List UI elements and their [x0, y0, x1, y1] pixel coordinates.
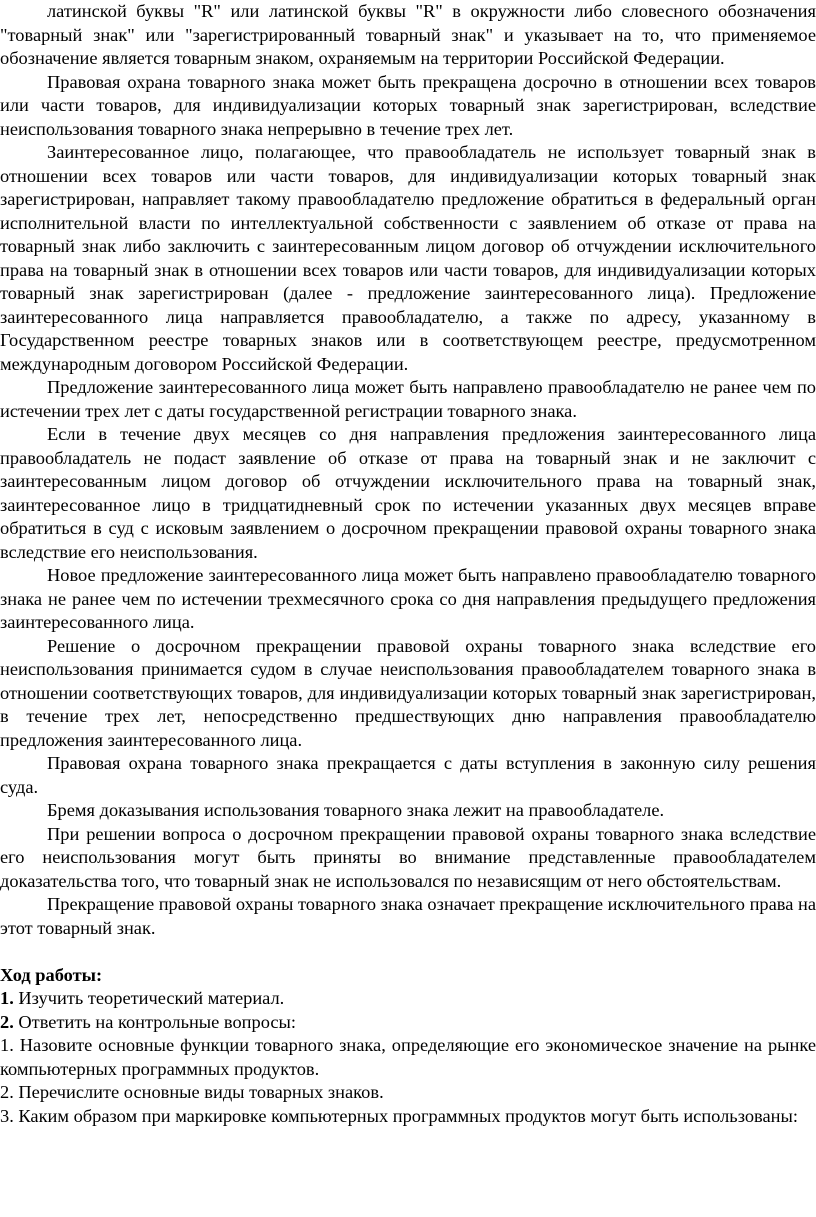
paragraph-1: латинской буквы "R" или латинской буквы "R" в окружности либо словесного обозначения "товарный знак" или "зарегистрированный товарный знак" и указывает на то, что применяемое обозначение является товарным знаком, охраняемым на территории Российской Федерации.	[0, 1, 816, 68]
section-gap	[0, 940, 816, 964]
step-text: Изучить теоретический материал.	[13, 988, 285, 1008]
workflow-step-1	[0, 987, 816, 1011]
control-question-1: 1. Назовите основные функции товарного знака, определяющие его экономическое значение на рынке компьютерных программных продуктов.	[0, 1035, 816, 1079]
control-question-3: 3. Каким образом при маркировке компьютерных программных продуктов могут быть использованы:	[0, 1105, 798, 1126]
paragraph-6: Новое предложение заинтересованного лица может быть направлено правообладателю товарного знака не ранее чем по истечении трехмесячного срока со дня направления предыдущего предложения заинтересованного лица.	[0, 565, 816, 632]
paragraph-2: Правовая охрана товарного знака может быть прекращена досрочно в отношении всех товаров или части товаров, для индивидуализации которых товарный знак зарегистрирован, вследствие неиспользования товарного знака непрерывно в течение трех лет.	[0, 71, 816, 139]
paragraph-5: Если в течение двух месяцев со дня направления предложения заинтересованного лица правообладатель не подаст заявление об отказе от права на товарный знак и не заключит с заинтересованным лицом договор об отчуждении исключительного права на товарный знак, заинтересованное лицо в тридцатидневный срок по истечении указанных двух месяцев вправе обратиться в суд с исковым заявлением о досрочном прекращении правовой охраны товарного знака вследствие его неиспользования.	[0, 424, 816, 562]
step-text: Ответить на контрольные вопросы:	[13, 1011, 296, 1032]
step-number: 2.	[0, 1011, 14, 1032]
paragraph-8: Правовая охрана товарного знака прекращается с даты вступления в законную силу решения суда.	[0, 753, 816, 797]
paragraph-9: Бремя доказывания использования товарного знака лежит на правообладателе.	[47, 800, 665, 820]
paragraph-4: Предложение заинтересованного лица может быть направлено правообладателю не ранее чем по истечении трех лет с даты государственной регистрации товарного знака.	[0, 377, 816, 421]
workflow-step-2	[0, 1011, 816, 1035]
paragraph-7: Решение о досрочном прекращении правовой охраны товарного знака вследствие его неиспользования принимается судом в случае неиспользования правообладателем товарного знака в отношении соответствующих товаров, для индивидуализации которых товарный знак зарегистрирован, в течение трех лет, непосредственно предшествующих дню направления правообладателю предложения заинтересованного лица.	[0, 635, 816, 750]
control-question-2: 2. Перечислите основные виды товарных знаков.	[0, 1082, 384, 1102]
workflow-heading: Ход работы:	[0, 964, 103, 985]
paragraph-3: Заинтересованное лицо, полагающее, что правообладатель не использует товарный знак в отношении всех товаров или части товаров, для индивидуализации которых товарный знак зарегистрирован, направляет такому правообладателю предложение обратиться в федеральный орган исполнительной власти по интеллектуальной собственности с заявлением об отказе от права на товарный знак либо заключить с заинтересованным лицом договор об отчуждении исключительного права на товарный знак в отношении всех товаров или части товаров, для индивидуализации которых товарный знак зарегистрирован (далее - предложение заинтересованного лица). Предложение заинтересованного лица направляется правообладателю, а также по адресу, указанному в Государственном реестре товарных знаков или в соответствующем реестре, предусмотренном международным договором Российской Федерации.	[0, 142, 816, 374]
step-number: 1.	[0, 988, 14, 1008]
paragraph-11: Прекращение правовой охраны товарного знака означает прекращение исключительного права на этот товарный знак.	[0, 894, 816, 938]
paragraph-10: При решении вопроса о досрочном прекращении правовой охраны товарного знака вследствие его неиспользования могут быть приняты во внимание представленные правообладателем доказательства того, что товарный знак не использовался по независящим от него обстоятельствам.	[0, 823, 816, 891]
